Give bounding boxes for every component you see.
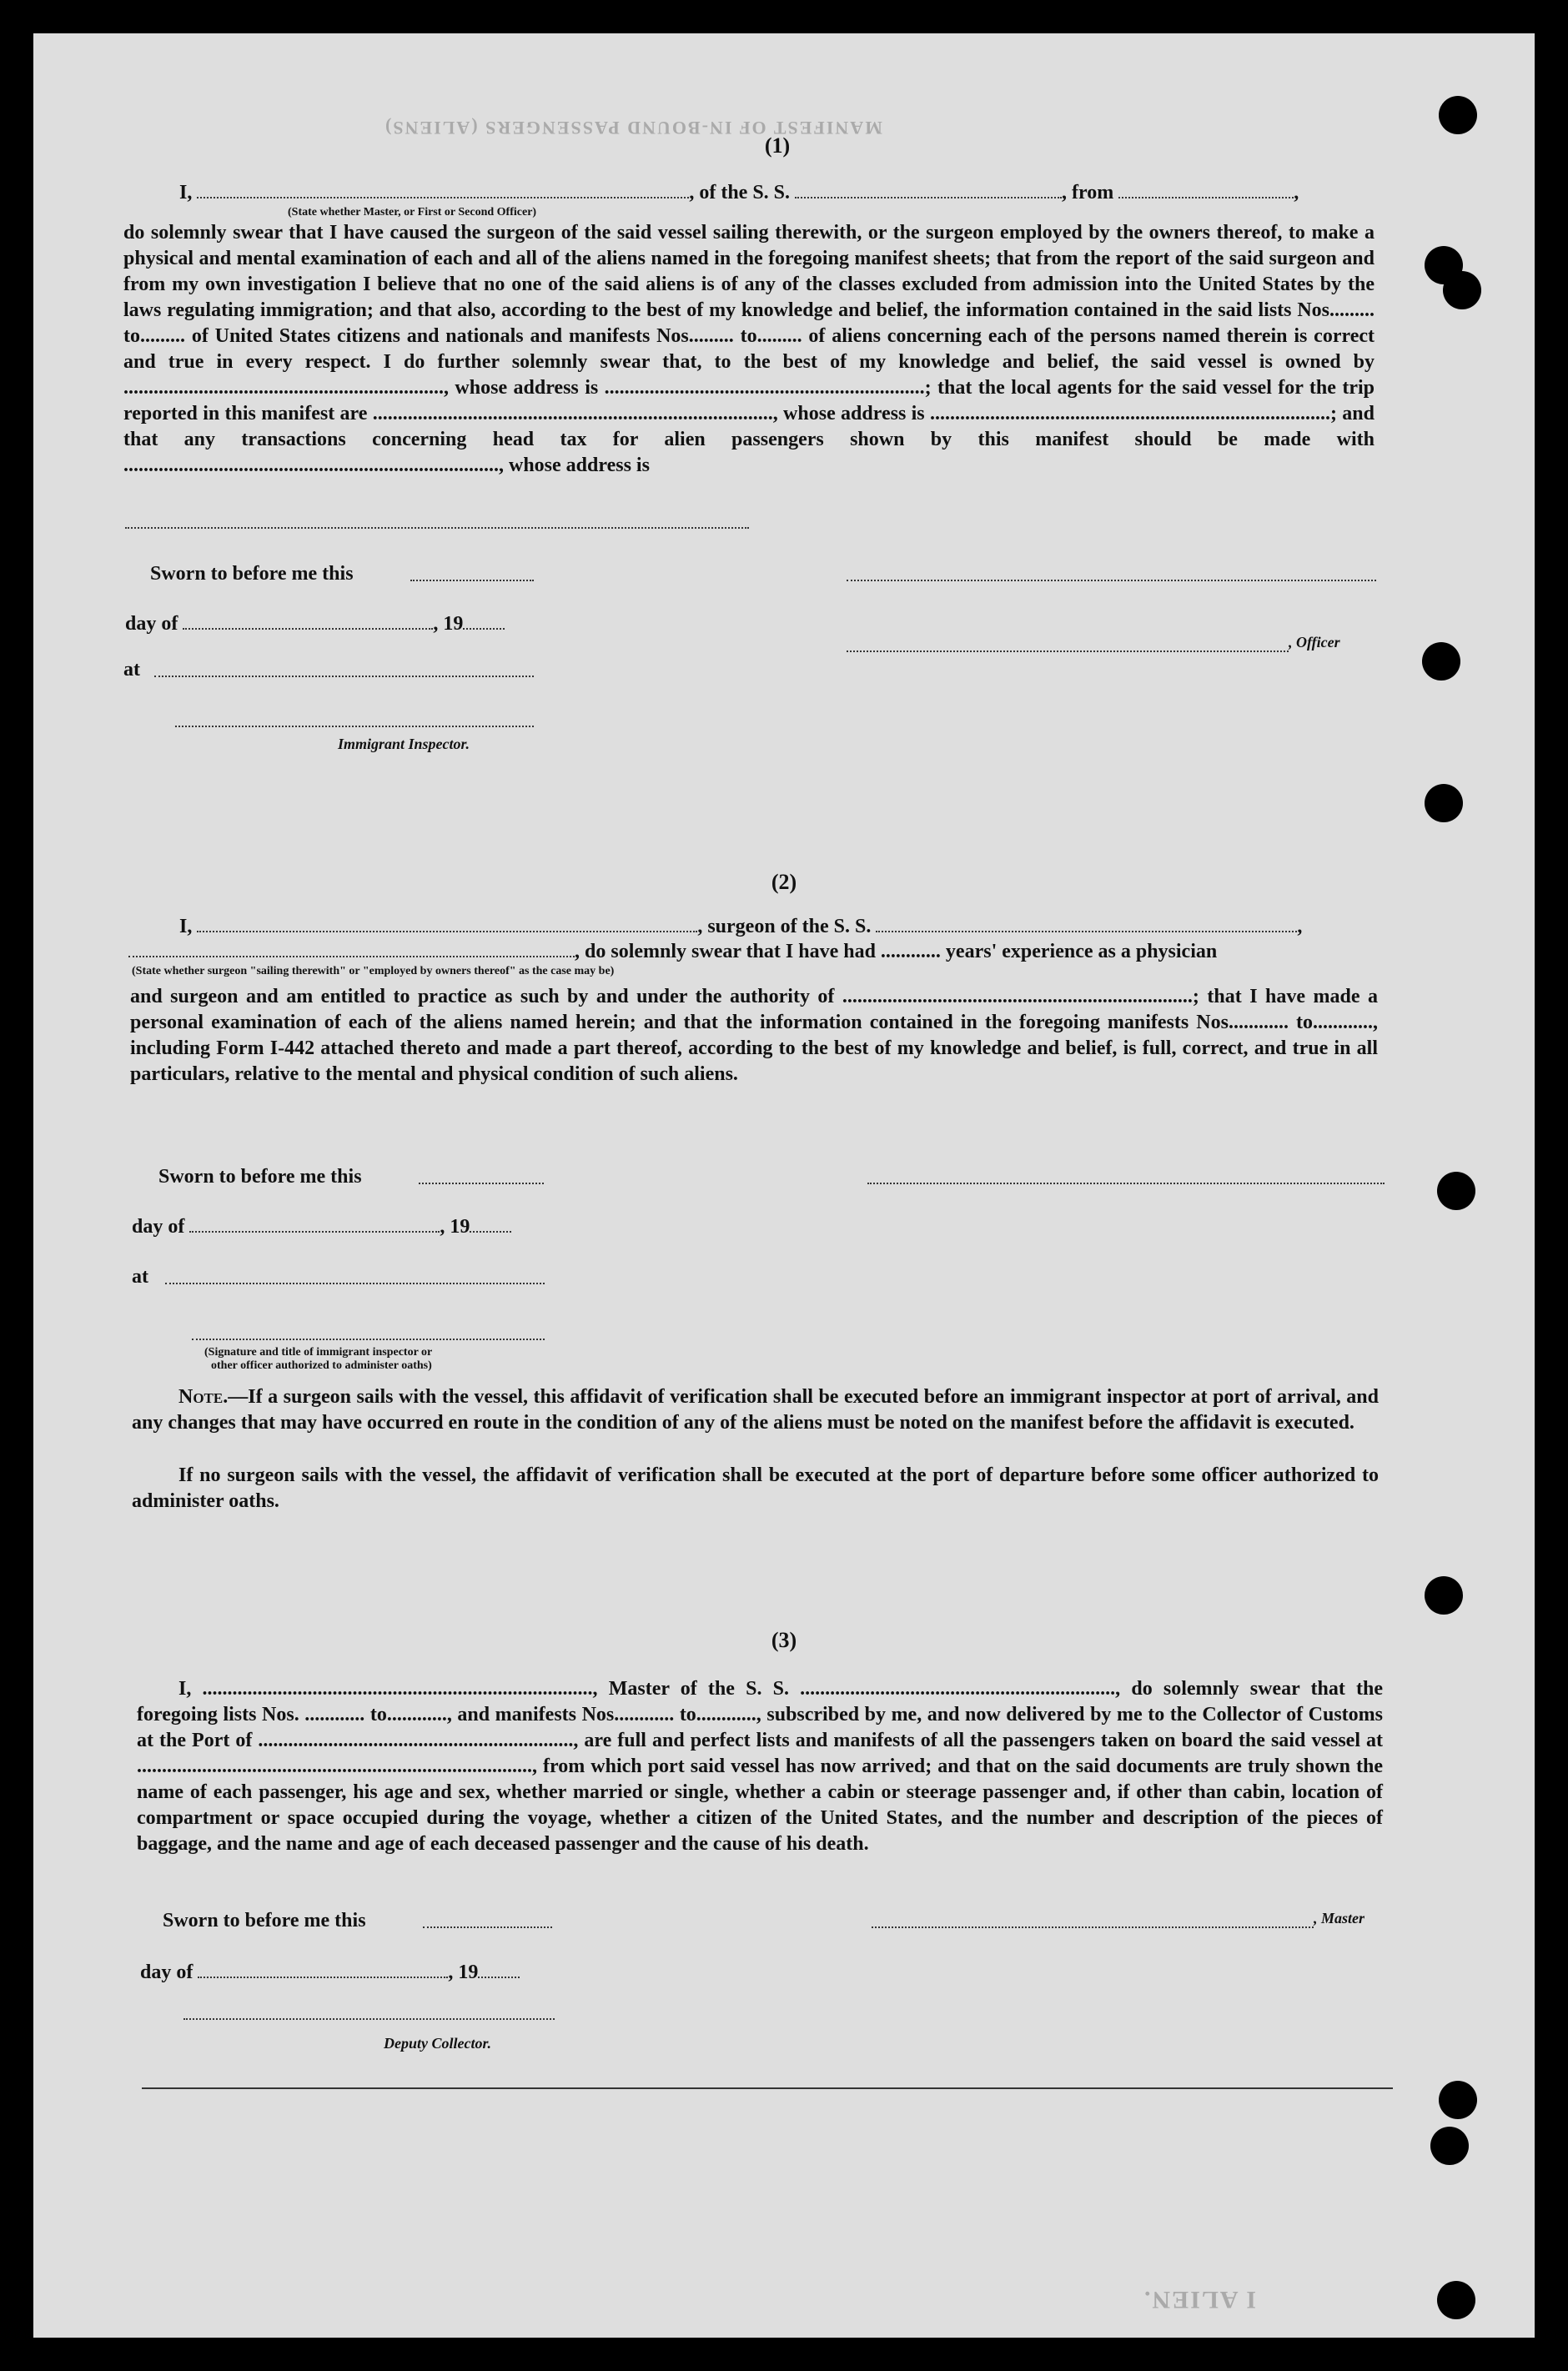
section-1-body: do solemnly swear that I have caused the surgeon of the said vessel sailing therewith, or the surgeon employed by the owners thereof, to make a physical and mental examination of each and all of the aliens named in the foregoing manifest sheets; that from the report of the said surgeon and from my own investigation I believe that no one of the said aliens is of any of the classes excluded from admission into the United States by the laws regulating immigration; and that also, according to the best of my knowledge and belief, the information contained in the said lists Nos......... to......... of United States citizens and nationals and manifests Nos......... to......... of aliens concerning each of the persons named therein is correct and true in every respect. I do further solemnly swear that, to the best of my knowledge and belief, the said vessel is owned by ................................................................, whose address is ................................................................; that the local agents for the said vessel for the trip reported in this manifest are ................................................................................, whose address is ................................................................................; and that any transactions concerning head tax for alien passengers shown by this manifest should be made with ..........................................................................., whose address is [123,222,1375,476]
section-1-day-blank [183,613,433,630]
faded-header: MANIFEST OF IN-BOUND PASSENGERS (ALIENS) [384,118,882,138]
section-2-vessel-label: , surgeon of the S. S. [697,916,872,937]
section-2-line2 [128,941,1217,963]
section-1-sworn-blank [410,580,534,581]
officer-note: (State whether Master, or First or Second Officer) [288,206,537,219]
section-2-note-2: If no surgeon sails with the vessel, the affidavit of verification shall be executed at the port of departure before some officer authorized to administer oaths. [132,1464,1379,1512]
section-2-number: (2) [771,870,797,894]
section-2-signature-blank [867,1183,1385,1184]
surgeon-name-blank [197,916,697,932]
punch-hole [1422,642,1460,681]
section-3-sworn-blank [423,1926,552,1928]
section-1-vessel-label: , of the S. S. [689,182,791,203]
section-1-at-blank [154,676,534,677]
section-1-number: (1) [764,133,791,158]
section-2-at: at [132,1266,148,1288]
section-2-at-blank [165,1283,545,1284]
section-3-year-blank [478,1962,520,1978]
section-2-sworn-blank [419,1183,544,1184]
section-1-officer-label: , Officer [1289,634,1340,651]
section-3-deputy-blank [183,2018,555,2020]
note-label: Note. [178,1386,229,1408]
punch-hole [1439,2081,1477,2119]
surgeon-note: (State whether surgeon "sailing therewith" or "employed by owners thereof" as the case may be) [132,965,615,977]
section-3-sworn: Sworn to before me this [163,1910,366,1931]
section-2-sworn: Sworn to before me this [158,1166,362,1188]
faded-footer: I ALIEN. [1143,2286,1257,2313]
surgeon-status-blank [128,941,575,957]
punch-hole [1430,2127,1469,2165]
section-1-prefix: I, [179,182,193,203]
section-1-from-label: , from [1062,182,1114,203]
section-3-deputy-label: Deputy Collector. [384,2035,491,2052]
punch-hole [1443,271,1481,309]
punch-hole [1439,96,1477,134]
section-2-day [132,1216,511,1238]
section-3-day-blank [198,1962,448,1978]
section-3-day-label: day of [140,1962,193,1983]
section-1-year-label: , 19 [433,613,464,635]
section-1-at: at [123,659,140,681]
section-1-officer-blank [847,651,1289,652]
sig-note-line2: other officer authorized to administer oaths) [211,1359,432,1372]
section-2-day-label: day of [132,1216,185,1238]
officer-name-blank [197,182,689,198]
section-3-signature-blank [872,1926,1314,1928]
section-1-day-label: day of [125,613,178,635]
section-2-note [132,1384,1379,1436]
section-2-prefix: I, [179,916,193,937]
punch-hole [1437,1172,1475,1210]
section-3-number: (3) [771,1628,797,1652]
section-2-year-blank [470,1216,511,1233]
punch-hole [1437,2281,1475,2319]
section-3-body: I, .............................................................................., Master of the S. S. ..............................................................., do solemnly swear that the foregoing lists Nos. ............ to............, and manifests Nos............ to............, subscribed by me, and now delivered by me to the Collector of Customs at the Port of ..............................................................., are full and perfect lists and manifests of all the passengers taken on board the said vessel at ..............................................................................., from which port said vessel has now arrived; and that on the said documents are truly shown the name of each passenger, his age and sex, whether married or single, whether a cabin or steerage passenger and, if other than cabin, location of compartment or space occupied during the voyage, whether a citizen of the United States, and the number and description of the pieces of baggage, and the name and age of each deceased passenger and the cause of his death. [137,1678,1383,1855]
section-1-year-blank [463,613,505,630]
section-2-line2-text: , do solemnly swear that I have had ............ years' experience as a physician [575,941,1218,962]
section-1-day [125,613,505,635]
section-1-sworn: Sworn to before me this [150,563,354,585]
section-2-signature-title-blank [192,1339,545,1340]
section-1-inspector-label: Immigrant Inspector. [338,736,470,752]
section-3-day [140,1962,520,1984]
manifest-page [33,33,1535,2338]
section-2-body: and surgeon and am entitled to practice as such by and under the authority of ......................................................................; that I have made a personal examination of each of the aliens named herein; and that the information contained in the foregoing manifests Nos............ to............, including Form I-442 attached thereto and made a part thereof, according to the best of my knowledge and belief, is full, correct, and true in all particulars, relative to the mental and physical condition of such aliens. [130,986,1378,1085]
section-1-line1: I, , of the S. S. , from , [179,182,1299,203]
section-2-line1: I, , surgeon of the S. S. , [179,916,1303,937]
section-2-year-label: , 19 [440,1216,470,1238]
punch-hole [1425,1576,1463,1615]
punch-hole [1425,784,1463,822]
sig-note-line1: (Signature and title of immigrant inspector or [204,1346,433,1359]
section-1-address-blank [125,527,749,529]
section-1-signature-blank [847,580,1376,581]
section-1-inspector-blank [175,726,534,727]
section-3-year-label: , 19 [448,1962,479,1983]
note-text: —If a surgeon sails with the vessel, this affidavit of verification shall be executed before an immigrant inspector at port of arrival, and any changes that may have occurred en route in the condition of any of the aliens must be noted on the manifest before the affidavit is executed. [132,1386,1379,1434]
section-2-vessel-blank [876,916,1297,932]
port-from-blank [1118,182,1294,198]
section-3-master-label: , Master [1314,1910,1365,1926]
bottom-rule [142,2087,1393,2089]
vessel-name-blank [795,182,1062,198]
section-2-day-blank [189,1216,440,1233]
